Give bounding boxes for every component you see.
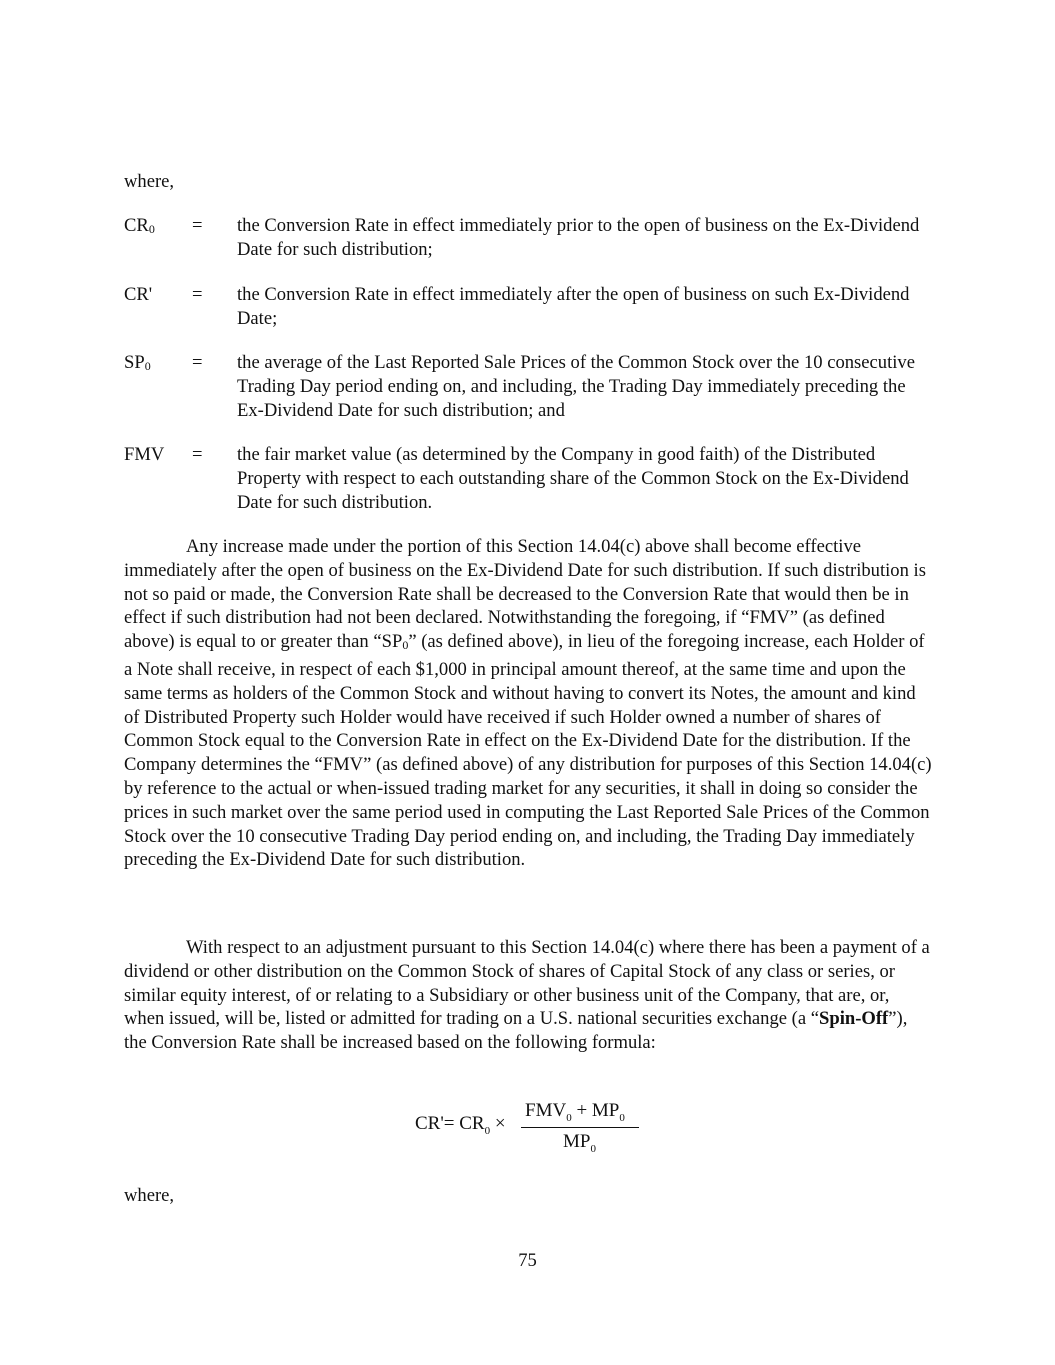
equals-sign: = — [192, 352, 203, 373]
definition-description: the average of the Last Reported Sale Prices of the Common Stock over the 10 consecutive Trading Day period ending on, and including, the Trading Day immediately preceding the Ex-Dividend Date for such distribution; and — [237, 352, 915, 421]
conversion-rate-formula — [415, 1100, 655, 1160]
term-base: CR — [124, 215, 149, 236]
definition-term — [124, 351, 151, 379]
formula-denominator — [563, 1131, 596, 1155]
times-sign: × — [490, 1113, 506, 1134]
definition-term: CR' — [124, 284, 153, 305]
formula-numerator — [525, 1100, 625, 1124]
definition-term: FMV — [124, 444, 165, 465]
definition-term — [124, 214, 155, 242]
paragraph-increase-effective — [124, 535, 932, 872]
spin-off-term: Spin-Off — [819, 1008, 889, 1030]
equals-sign: = — [192, 215, 203, 236]
paragraph-text: Any increase made under the portion of this Section 14.04(c) above shall become effective immediately after the open of business on the Ex-Dividend Date for such distribution. If such distribution is not so paid or made, the Conversion Rate shall be decreased to the Conversion Rate that would then be in effect if such distribution had not been declared. Notwithstanding the foregoing, if “FMV” (as defined above) is equal to or greater than “SP — [124, 536, 926, 653]
where-label-2: where, — [124, 1185, 175, 1206]
paragraph-spin-off — [124, 936, 932, 1055]
formula-subscript: 0 — [484, 1124, 491, 1137]
definition-description: the Conversion Rate in effect immediately after the open of business on such Ex-Dividend Date; — [237, 284, 910, 329]
term-subscript: 0 — [144, 359, 151, 373]
numerator-fmv: FMV — [525, 1100, 567, 1121]
paragraph-text: ”), the Conversion Rate shall be increased based on the following formula: — [124, 1008, 908, 1054]
formula-subscript: 0 — [619, 1111, 625, 1124]
equals-sign: = — [192, 444, 203, 465]
formula-subscript: 0 — [566, 1111, 572, 1124]
definition-description: the Conversion Rate in effect immediately prior to the open of business on the Ex-Dividend Date for such distribution; — [237, 215, 920, 260]
definition-description: the fair market value (as determined by the Company in good faith) of the Distributed Property with respect to each outstanding share of the Common Stock on the Ex-Dividend Date for such distribution. — [237, 444, 909, 513]
numerator-mp: + MP — [571, 1100, 620, 1121]
paragraph-subscript: 0 — [402, 638, 409, 653]
formula-lhs-text: CR'= CR — [415, 1113, 485, 1134]
paragraph-text: With respect to an adjustment pursuant to this Section 14.04(c) where there has been a payment of a dividend or other distribution on the Common Stock of shares of Capital Stock of any class or series, or similar equity interest, of or relating to a Subsidiary or other business unit of the Company, that are, or, when issued, will be, listed or admitted for trading on a U.S. national securities exchange (a “ — [124, 937, 930, 1030]
formula-lhs — [415, 1113, 506, 1137]
denominator-mp: MP — [563, 1131, 591, 1152]
term-subscript: 0 — [148, 222, 155, 236]
where-label: where, — [124, 171, 175, 192]
paragraph-text: ” (as defined above), in lieu of the foregoing increase, each Holder of a Note shall receive, in respect of each $1,000 in principal amount thereof, at the same time and upon the same terms as holders of the Common Stock and without having to convert its Notes, the amount and kind of Distributed Property such Holder would have received if such Holder owned a number of shares of Common Stock equal to the Conversion Rate in effect on the Ex-Dividend Date for the distribution. If the Company determines the “FMV” (as defined above) of any distribution for purposes of this Section 14.04(c) by reference to the actual or when-issued trading market for any securities, it shall in doing so consider the prices in such market over the same period used in computing the Last Reported Sale Prices of the Common Stock over the 10 consecutive Trading Day period ending on, and including, the Trading Day immediately preceding the Ex-Dividend Date for such distribution. — [124, 631, 932, 871]
fraction-bar — [521, 1127, 639, 1128]
term-base: SP — [124, 352, 145, 373]
equals-sign: = — [192, 284, 203, 305]
formula-subscript: 0 — [590, 1142, 596, 1155]
page-number: 75 — [518, 1250, 537, 1271]
